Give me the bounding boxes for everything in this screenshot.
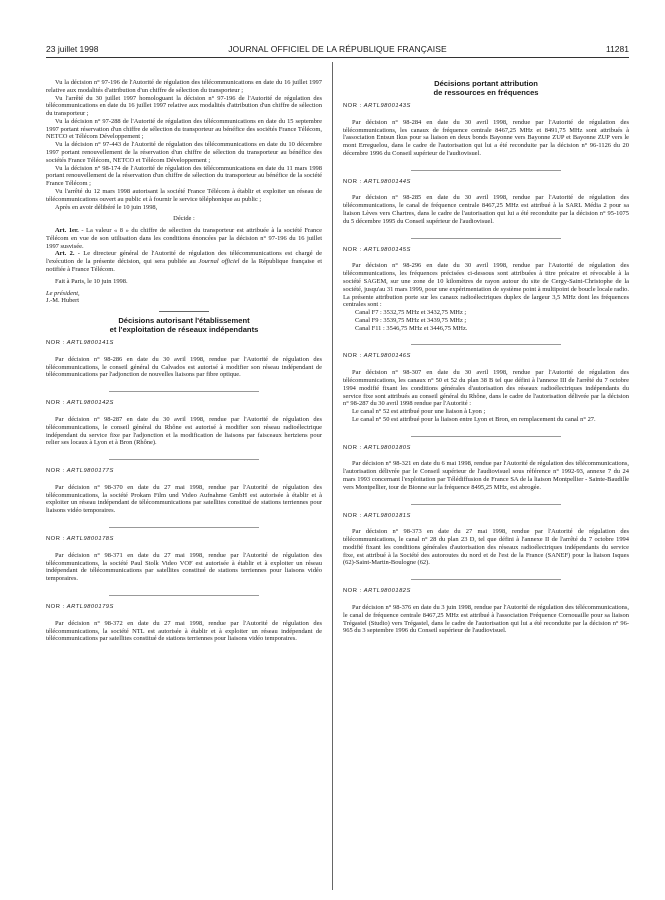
visa-paragraph: Vu la décision n° 98-174 de l'Autorité de régulation des télécommunications en date du 11 mars 1998 portant renouvellement de la réservation d'un chiffre de sélection du transporteur au bénéfice de la société France Télécom ; xyxy=(46,164,322,188)
nor-label: NOR : xyxy=(46,603,65,610)
column-divider xyxy=(332,62,333,890)
decision-paragraph: Par décision n° 98-321 en date du 6 mai 1998, rendue par l'Autorité de régulation des télécommunications, l'autorisation délivrée par le Conseil supérieur de l'audiovisuel sous référence n° 1992-93, annexe 7 du 24 mars 1993 concernant l'exploitation par Télédiffusion de France SA de la liaison Montpellier - Sainte-Baudille vers Montpellier, tour de Bionne sur la fréquence 8495,25 MHz, est abrogée. xyxy=(343,460,629,491)
visa-paragraph: Après en avoir délibéré le 10 juin 1998, xyxy=(55,203,158,211)
done-at: Fait à Paris, le 10 juin 1998. xyxy=(55,277,128,285)
header-date: 23 juillet 1998 xyxy=(46,44,99,54)
entry-separator xyxy=(411,436,561,437)
nor-code: ARTL9800178S xyxy=(66,536,114,543)
article-2 xyxy=(46,250,322,273)
visa-paragraph: Vu l'arrêté du 30 juillet 1997 homologuant la décision n° 97-196 de l'Autorité de régulation des télécommunications en date du 16 juillet 1997 relative aux modalités d'attribution d'un chiffre de sélection du transporteur ; xyxy=(46,94,322,118)
nor-label: NOR : xyxy=(46,400,65,407)
decision-paragraph: Le canal n° 52 est attribué pour une liaison à Lyon ; xyxy=(352,408,486,416)
section-title-line-2: de ressources en fréquences xyxy=(433,88,539,97)
decision-paragraph: Par décision n° 98-372 en date du 27 mai 1998, rendue par l'Autorité de régulation des télécommunications, la société NTL est autorisée à établir et à exploiter un réseau indépendant de télécommunications par satellites constitué de stations terriennes pour liaisons vidéo temporaires. xyxy=(46,619,322,643)
channel-line: Canal F9 : 3539,75 MHz et 3439,75 MHz ; xyxy=(355,316,467,324)
visa-paragraph: Vu l'arrêté du 12 mars 1998 autorisant la société France Télécom à établir et exploiter un réseau de télécommunications ouvert au public et à fournir le service téléphonique au public ; xyxy=(46,187,322,203)
nor-reference xyxy=(343,247,629,255)
channel-line: Canal F7 : 3532,75 MHz et 3432,75 MHz ; xyxy=(355,309,467,317)
nor-code: ARTL9800182S xyxy=(363,588,411,595)
nor-label: NOR : xyxy=(343,353,362,360)
section-title-line-1: Décisions portant attribution xyxy=(434,79,538,88)
nor-label: NOR : xyxy=(343,512,362,519)
nor-code: ARTL9800180S xyxy=(363,444,411,451)
decide-heading: Décide : xyxy=(173,215,195,223)
entry-separator xyxy=(109,527,259,528)
section-title-line-2: et l'exploitation de réseaux indépendants xyxy=(109,325,259,335)
signature-role-text: Le président, xyxy=(46,289,80,297)
nor-code: ARTL9800181S xyxy=(363,512,411,519)
nor-code: ARTL9800142S xyxy=(66,400,114,407)
article-1-text: - La valeur « 8 » du chiffre de sélection du transporteur est attribuée à la société France Télécom en vue de son utilisation dans les conditions énoncées par la décision n° 97-196 du 16 juillet 1997 susvisée. xyxy=(46,227,322,250)
section-title-line-1: Décisions autorisant l'établissement xyxy=(118,316,250,326)
entry-separator xyxy=(411,504,561,505)
article-2-text-after: de la République française et notifiée à France Télécom. xyxy=(46,258,322,273)
entry-separator xyxy=(411,344,561,345)
entry-separator xyxy=(411,170,561,171)
visa-paragraph: Vu la décision n° 97-443 de l'Autorité de régulation des télécommunications en date du 10 décembre 1997 portant renouvellement de la réservation d'un chiffre de sélection du transporteur au bénéfice des sociétés France Télécom, NETCO et Télécom Développement ; xyxy=(46,141,322,164)
decision-paragraph: Le canal n° 50 est attribué pour la liaison entre Lyon et Bron, en remplacement du canal n° 27. xyxy=(352,415,596,423)
decision-paragraph: Par décision n° 98-286 en date du 30 avril 1998, rendue par l'Autorité de régulation des télécommunications, le conseil général du Calvados est autorisé à modifier son réseau indépendant de télécommunications par l'adjonction de nouvelles liaisons par fibre optique. xyxy=(46,355,322,379)
channel-line: Canal F11 : 3546,75 MHz et 3446,75 MHz. xyxy=(355,324,468,332)
nor-reference xyxy=(343,353,629,361)
header-rule xyxy=(46,57,629,58)
entry-separator xyxy=(109,391,259,392)
nor-label: NOR : xyxy=(46,536,65,543)
article-1 xyxy=(46,227,322,250)
section-title-frequencies xyxy=(343,79,629,97)
nor-reference xyxy=(343,588,629,596)
nor-reference xyxy=(46,400,322,408)
nor-reference xyxy=(46,468,322,476)
nor-code: ARTL9800144S xyxy=(363,178,411,185)
nor-reference xyxy=(343,103,629,111)
article-2-label: Art. 2. xyxy=(55,250,75,258)
visa-paragraph: Vu la décision n° 97-196 de l'Autorité de régulation des télécommunications en date du 16 juillet 1997 relative aux modalités d'attribution d'un chiffre de sélection du transporteur ; xyxy=(46,79,322,94)
nor-reference xyxy=(343,179,629,187)
nor-reference xyxy=(46,340,322,348)
nor-code: ARTL9800146S xyxy=(363,353,411,360)
nor-code: ARTL9800179S xyxy=(66,603,114,610)
article-2-text-before: - Le directeur général de l'Autorité de régulation des télécommunications est chargé de l'exécution de la présente décision, qui sera publiée au xyxy=(46,250,322,266)
header-title: JOURNAL OFFICIEL DE LA RÉPUBLIQUE FRANÇAISE xyxy=(228,44,447,54)
entry-separator xyxy=(109,459,259,460)
header-page-number: 11281 xyxy=(605,44,629,54)
decision-paragraph: Par décision n° 98-371 en date du 27 mai 1998, rendue par l'Autorité de régulation des télécommunications, la société Paul Stolk Video VOF est autorisée à établir et à exploiter un réseau indépendant de télécommunications par satellites constitué de stations terriennes pour liaisons vidéo temporaires. xyxy=(46,551,322,583)
decision-paragraph: Par décision n° 98-376 en date du 3 juin 1998, rendue par l'Autorité de régulation des télécommunications, le canal de fréquence centrale 8467,25 MHz est attribué à l'association Fréquence Cornouaille pour sa liaison Trégastel (Studio) vers Trégastel, dans le cadre de l'autorisation qui lui a été reconduite par la décision n° 96-965 du 3 septembre 1996 du Conseil supérieur de l'audiovisuel. xyxy=(343,604,629,635)
article-1-label: Art. 1er. xyxy=(55,227,79,235)
nor-label: NOR : xyxy=(343,444,362,451)
nor-code: ARTL9800177S xyxy=(66,468,114,475)
nor-reference xyxy=(46,604,322,612)
decision-paragraph: Par décision n° 98-285 en date du 30 avril 1998, rendue par l'Autorité de régulation des télécommunications, le canal de fréquence centrale 8467,25 MHz est attribué à la SARL Média 2 pour sa liaison Lèves vers Chartres, dans le cadre de l'autorisation qui lui a été reconduite par la décision n° 95-1075 du 5 décembre 1995 du Conseil supérieur de l'audiovisuel. xyxy=(343,194,629,225)
nor-code: ARTL9800141S xyxy=(66,340,114,347)
decision-paragraph: Par décision n° 98-307 en date du 30 avril 1998, rendue par l'Autorité de régulation des télécommunications, les canaux n° 50 et 52 du plan 38 B tel que défini à l'annexe III de l'arrêté du 7 octobre 1994 modifié fixant les conditions générales d'autorisation des réseaux radioélectriques indépendants du service fixe sont attribués au conseil général du Rhône, dans le cadre de l'autorisation délivrée par la décision n° 98-287 du 30 avril 1998 rendue par l'Autorité : xyxy=(343,369,629,408)
signature-name: J.-M. Hubert xyxy=(46,297,80,305)
decision-paragraph: Par décision n° 98-370 en date du 27 mai 1998, rendue par l'Autorité de régulation des télécommunications, la société Prokam Film und Video Aufnahme GmbH est autorisée à établir et à exploiter un réseau indépendant de télécommunications par satellites constitué de stations terriennes pour liaisons vidéo temporaires. xyxy=(46,483,322,515)
journal-officiel-italic: Journal officiel xyxy=(198,258,240,266)
decision-paragraph: Par décision n° 98-373 en date du 27 mai 1998, rendue par l'Autorité de régulation des télécommunications, le canal n° 28 du plan 23 D, tel que défini à l'annexe II de l'arrêté du 7 octobre 1994 modifié fixant les conditions générales d'autorisation des réseaux radioélectriques indépendants du service fixe, est attribué à la Société des autoroutes du nord et de l'est de la France (SANEF) pour la liaison Isques (62)-Saint-Martin-Boulogne (62). xyxy=(343,528,629,567)
nor-label: NOR : xyxy=(343,246,362,253)
entry-separator xyxy=(411,238,561,239)
nor-code: ARTL9800145S xyxy=(363,246,411,253)
nor-label: NOR : xyxy=(343,178,362,185)
left-column xyxy=(46,79,322,643)
decision-paragraph: Par décision n° 98-296 en date du 30 avril 1998, rendue par l'Autorité de régulation des télécommunications, les fréquences précisées ci-dessous sont attribuées à titre précaire et révocable à la société SAGEM, sur une zone de 10 kilomètres de rayon autour du site de Cergy-Saint-Christophe de la société, jusqu'au 31 mars 1999, pour une expérimentation de système point à multipoint de boucle locale radio. La présente attribution porte sur les canaux radioélectriques duplex de largeur 3,5 MHz dont les fréquences centrales sont : xyxy=(343,262,629,309)
decision-paragraph: Par décision n° 98-284 en date du 30 avril 1998, rendue par l'Autorité de régulation des télécommunications, les canaux de fréquence centrale 8467,25 MHz et 8491,75 MHz sont attribués à l'association Entsun Ikus pour sa liaison en deux bonds Bayonne vers Bayonne ZUP et Bayonne ZUP vers le mont Erreguelou, dans le cadre de l'autorisation qui lui a été reconduite par la décision n° 96-1126 du 20 décembre 1996 du Conseil supérieur de l'audiovisuel. xyxy=(343,118,629,157)
section-title-networks xyxy=(46,316,322,334)
nor-label: NOR : xyxy=(46,340,65,347)
visa-paragraph: Vu la décision n° 97-288 de l'Autorité de régulation des télécommunications en date du 15 septembre 1997 portant réservation d'un chiffre de sélection du transporteur au bénéfice des sociétés France Télécom, NETCO et Télécom Développement ; xyxy=(46,117,322,141)
entry-separator xyxy=(109,595,259,596)
nor-label: NOR : xyxy=(343,103,362,109)
nor-reference xyxy=(343,445,629,453)
nor-reference xyxy=(46,536,322,544)
signature-role xyxy=(46,290,322,298)
signature-rule xyxy=(159,311,209,312)
entry-separator xyxy=(411,579,561,580)
nor-label: NOR : xyxy=(46,468,65,475)
nor-label: NOR : xyxy=(343,588,362,595)
nor-reference xyxy=(343,513,629,521)
nor-code: ARTL9800143S xyxy=(363,103,411,109)
page-header xyxy=(46,44,629,58)
right-column xyxy=(343,79,629,635)
decision-paragraph: Par décision n° 98-287 en date du 30 avril 1998, rendue par l'Autorité de régulation des télécommunications, le conseil général du Rhône est autorisé à modifier son réseau radioélectrique indépendant du service fixe par l'adjonction et la modification de liaisons par faisceaux hertziens pour relier ses locaux à Lyon et à Bron (Rhône). xyxy=(46,416,322,447)
